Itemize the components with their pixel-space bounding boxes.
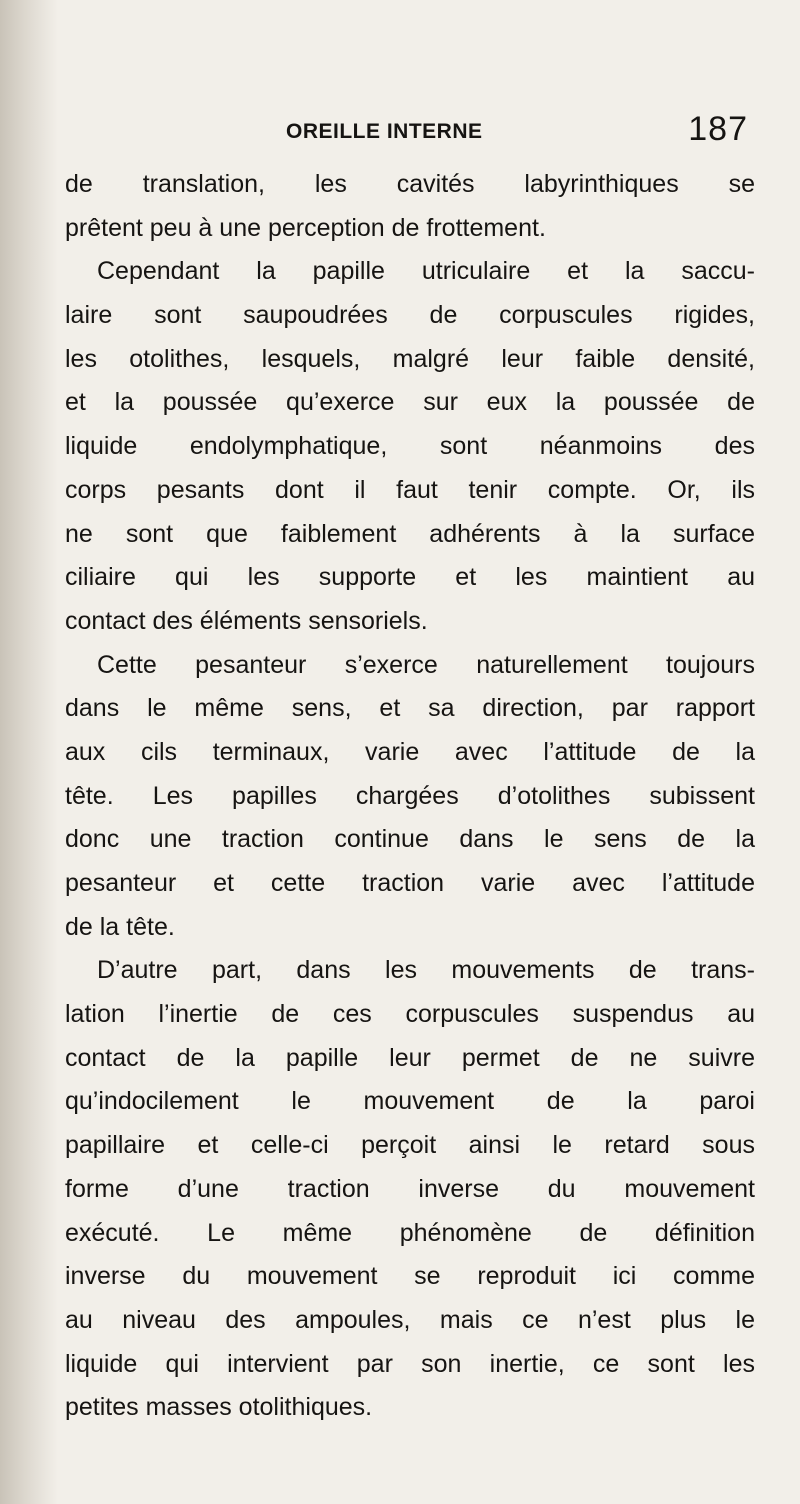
text-line: exécuté. Le même phénomène de définition <box>65 1218 755 1247</box>
text-line: et la poussée qu’exerce sur eux la poussée de <box>65 388 755 417</box>
text-line: qu’indocilement le mouvement de la paroi <box>65 1087 755 1116</box>
text-line: prêtent peu à une perception de frottement. <box>65 213 546 242</box>
text-line: corps pesants dont il faut tenir compte. Or, ils <box>65 475 755 504</box>
text-line: dans le même sens, et sa direction, par rapport <box>65 694 755 723</box>
text-line: liquide qui intervient par son inertie, ce sont les <box>65 1349 755 1378</box>
text-line: aux cils terminaux, varie avec l’attitude de la <box>65 737 755 766</box>
body-text <box>65 163 755 1430</box>
text-line: ciliaire qui les supporte et les maintient au <box>65 563 755 592</box>
text-line: tête. Les papilles chargées d’otolithes subissent <box>65 781 755 810</box>
text-line: contact des éléments sensoriels. <box>65 606 428 635</box>
text-line: de translation, les cavités labyrinthiques se <box>65 170 755 198</box>
text-line: de la tête. <box>65 912 175 941</box>
text-line: lation l’inertie de ces corpuscules suspendus au <box>65 1000 755 1029</box>
text-line: contact de la papille leur permet de ne suivre <box>65 1043 755 1072</box>
text-line: papillaire et celle-ci perçoit ainsi le retard sous <box>65 1131 755 1160</box>
text-line: au niveau des ampoules, mais ce n’est plus le <box>65 1305 755 1334</box>
text-line: inverse du mouvement se reproduit ici comme <box>65 1262 755 1291</box>
text-line: ne sont que faiblement adhérents à la surface <box>65 519 755 548</box>
text-line: petites masses otolithiques. <box>65 1393 373 1422</box>
text-line: laire sont saupoudrées de corpuscules rigides, <box>65 301 755 330</box>
running-title: OREILLE INTERNE <box>286 120 483 143</box>
text-line: Cependant la papille utriculaire et la saccu- <box>97 257 755 286</box>
text-line: les otolithes, lesquels, malgré leur faible densité, <box>65 344 755 373</box>
text-line: liquide endolymphatique, sont néanmoins des <box>65 432 755 461</box>
text-line: Cette pesanteur s’exerce naturellement toujours <box>97 650 755 679</box>
text-line: forme d’une traction inverse du mouvement <box>65 1174 755 1203</box>
text-line: donc une traction continue dans le sens de la <box>65 825 755 854</box>
text-line: pesanteur et cette traction varie avec l’attitude <box>65 869 755 897</box>
running-header <box>228 110 748 154</box>
page-number: 187 <box>688 110 748 148</box>
text-line: D’autre part, dans les mouvements de trans- <box>97 956 755 985</box>
